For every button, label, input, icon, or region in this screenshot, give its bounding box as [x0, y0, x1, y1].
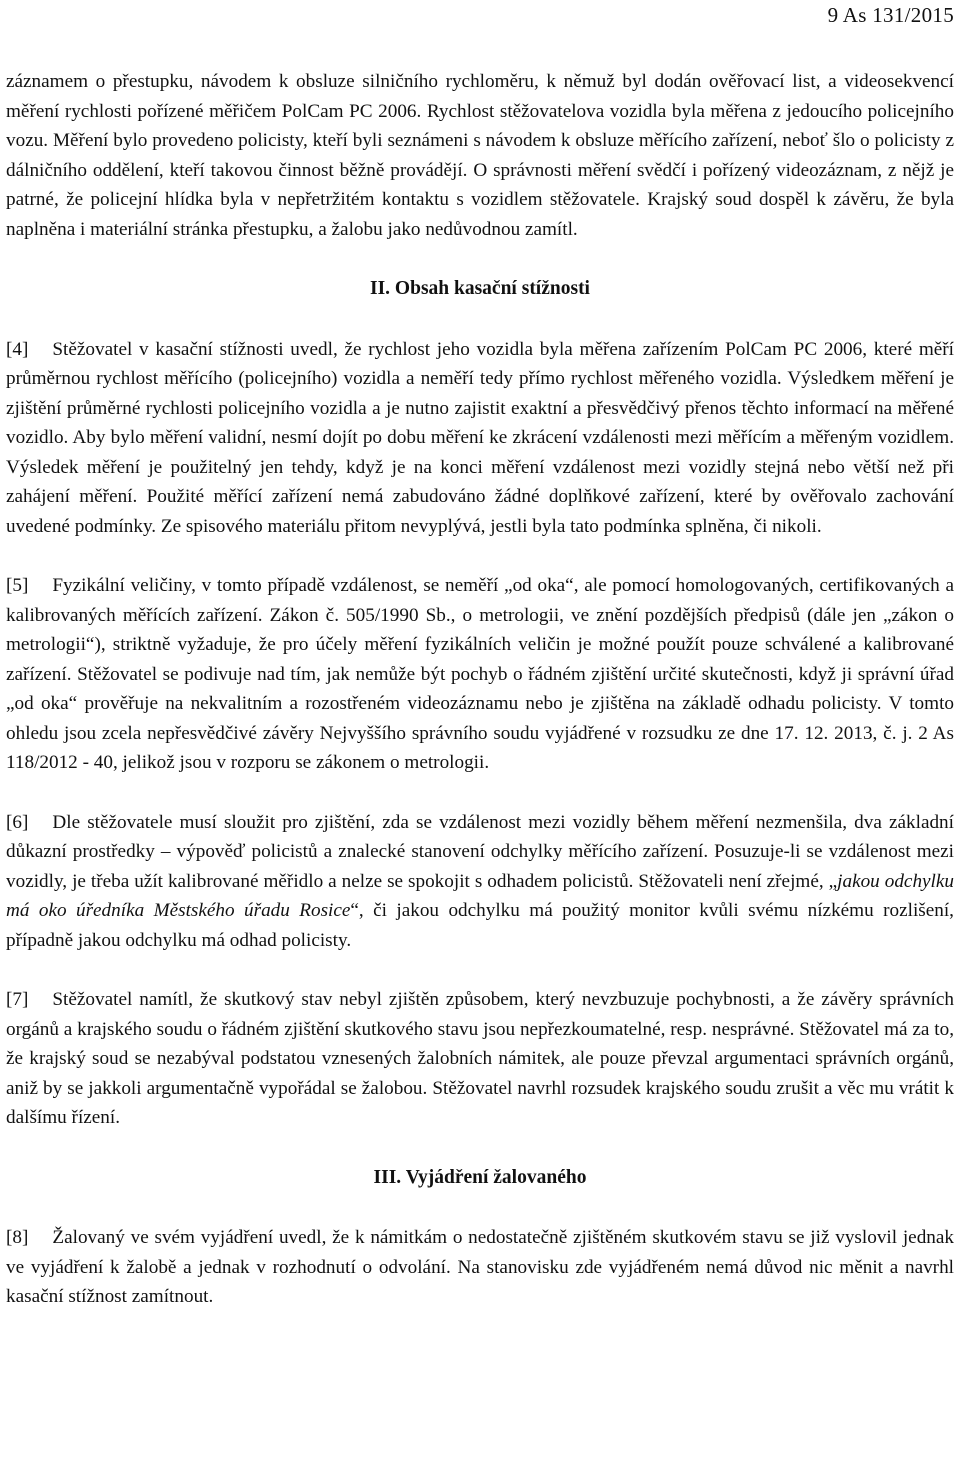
paragraph-6: [6, 808, 954, 956]
paragraph-number: [5]: [6, 575, 29, 596]
intro-paragraph: záznamem o přestupku, návodem k obsluze silničního rychloměru, k němuž byl dodán ověřovací list, a videosekvencí měření rychlosti pořízené měřičem PolCam PC 2006. Rychlost stěžovatelova vozidla byla měřena z jedoucího policejního vozu. Měření bylo provedeno policisty, kteří byli seznámeni s návodem k obsluze měřícího zařízení, neboť šlo o policisty z dálničního oddělení, kteří takovou činnost běžně provádějí. O správnosti měření svědčí i pořízený videozáznam, z nějž je patrné, že policejní hlídka byla v nepřetržitém kontaktu s vozidlem stěžovatele. Krajský soud dospěl k závěru, že byla naplněna i materiální stránka přestupku, a žalobu jako nedůvodnou zamítl.: [6, 71, 954, 240]
paragraph-number: [6]: [6, 811, 29, 833]
paragraph-7: [6, 985, 954, 1133]
section-heading-2: II. Obsah kasační stížnosti: [370, 278, 590, 299]
paragraph-text: Dle stěžovatele musí sloužit pro zjištění, zda se vzdálenost mezi vozidly během měření nezmenšila, dva základní důkazní prostředky – výpověď policistů a znalecké stanovení odchylky měřícího zařízení. Posuzuje-li se vzdálenost mezi vozidly, je třeba užít kalibrované měřidlo a nelze se spokojit s odhadem policistů. Stěžovateli není zřejmé, „: [6, 811, 954, 892]
paragraph-text: Žalovaný ve svém vyjádření uvedl, že k námitkám o nedostatečně zjištěném skutkovém stavu se již vyslovil jednak ve vyjádření k žalobě a jednak v rozhodnutí o odvolání. Na stanovisku zde vyjádřeném nemá důvod nic měnit a navrhl kasační stížnost zamítnout.: [6, 1227, 954, 1307]
paragraph-5: [6, 571, 954, 778]
paragraph-text: Stěžovatel v kasační stížnosti uvedl, že rychlost jeho vozidla byla měřena zařízením PolCam PC 2006, které měří průměrnou rychlost měřícího (policejního) vozidla a neměří tedy přímo rychlost měřeného vozidla. Výsledkem měření je zjištění průměrné rychlosti policejního vozidla a je nutno zajistit exaktní a přesvědčivý přenos těchto informací na měřené vozidlo. Aby bylo měření validní, nesmí dojít po dobu měření ke zkrácení vzdálenosti mezi měřícím a měřeným vozidlem. Výsledek měření je použitelný jen tehdy, když je na konci měření vzdálenost mezi vozidly stejná nebo větší než při zahájení měření. Použité měřící zařízení nemá zabudováno žádné doplňkové zařízení, které by ověřovalo zachování uvedené podmínky. Ze spisového materiálu přitom nevyplývá, jestli byla tato podmínka splněna, či nikoli.: [6, 338, 954, 537]
document-body: [6, 67, 954, 1342]
section-heading-3: III. Vyjádření žalovaného: [373, 1166, 587, 1188]
paragraph-text: Stěžovatel namítl, že skutkový stav nebyl zjištěn způsobem, který nevzbuzuje pochybnosti, a že závěry správních orgánů a krajského soudu o řádném zjištění skutkového stavu jsou nepřezkoumatelné, resp. nesprávné. Stěžovatel má za to, že krajský soud se nezabýval podstatou vznesených žalobních námitek, ale pouze převzal argumentaci správních orgánů, aniž by se jakkoli argumentačně vypořádal se žalobou. Stěžovatel navrhl rozsudek krajského soudu zrušit a věc mu vrátit k dalšímu řízení.: [6, 989, 954, 1128]
paragraph-4: [6, 335, 954, 542]
page-number: 9 As 131/2015: [827, 3, 954, 27]
paragraph-text: Fyzikální veličiny, v tomto případě vzdálenost, se neměří „od oka“, ale pomocí homologovaných, certifikovaných a kalibrovaných měřících zařízení. Zákon č. 505/1990 Sb., o metrologii, ve znění pozdějších předpisů (dále jen „zákon o metrologii“), striktně vyžaduje, že pro účely měření fyzikálních veličin je možné použít pouze schválené a kalibrované zařízení. Stěžovatel se podivuje nad tím, jak nemůže být pochyb o řádném zjištění určité skutečnosti, když ji správní úřad „od oka“ prověřuje na nekvalitním a rozostřeném videozáznamu nebo je zjištěna na základě odhadu policisty. V tomto ohledu jsou zcela nepřesvědčivé závěry Nejvyššího správního soudu vyjádřené v rozsudku ze dne 17. 12. 2013, č. j. 2 As 118/2012 - 40, jelikož jsou v rozporu se zákonem o metrologii.: [6, 575, 954, 773]
italic-quote: jakou odchylku má oko úředníka Městského úřadu Rosice: [6, 870, 954, 921]
paragraph-number: [4]: [6, 338, 29, 360]
paragraph-text-cont: “, či jakou odchylku má použitý monitor kvůli svému nízkému rozlišení, případně jakou odchylku má odhad policisty.: [6, 900, 954, 951]
paragraph-number: [8]: [6, 1227, 29, 1248]
paragraph-number: [7]: [6, 989, 29, 1010]
paragraph-8: [6, 1223, 954, 1312]
